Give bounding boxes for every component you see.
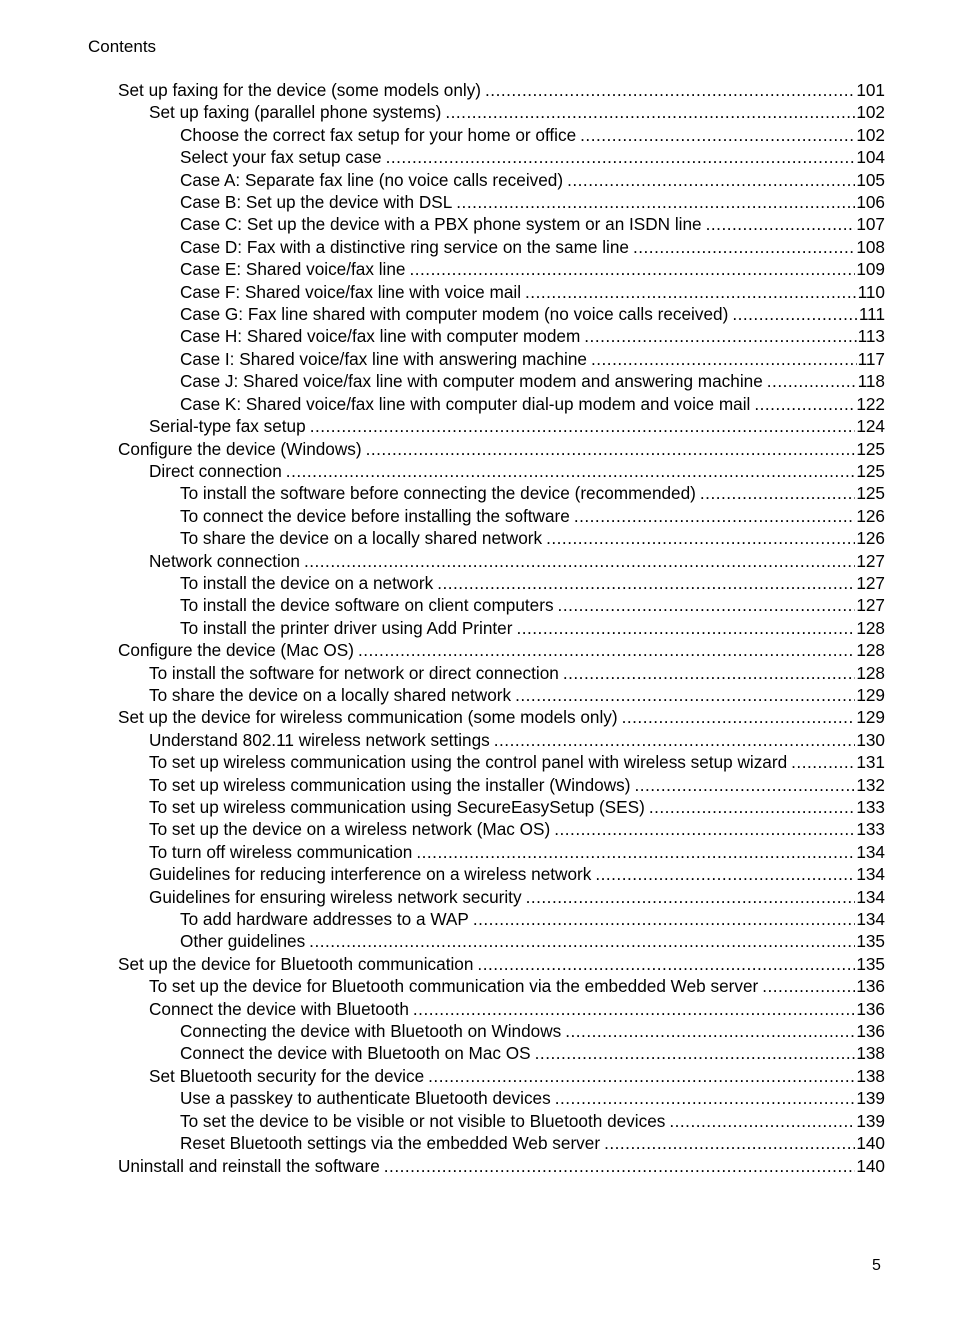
toc-entry-level-2[interactable] bbox=[118, 729, 885, 751]
toc-entry-page-number: 102 bbox=[856, 102, 885, 123]
toc-entry-title: Choose the correct fax setup for your home or office bbox=[180, 124, 577, 145]
toc-entry-page-number: 140 bbox=[856, 1155, 885, 1176]
toc-entry-title: Set up faxing (parallel phone systems) bbox=[149, 102, 442, 123]
dot-leader bbox=[384, 1155, 856, 1177]
dot-leader bbox=[700, 482, 855, 504]
toc-entry-level-3[interactable] bbox=[118, 930, 885, 952]
toc-entry-title: To set up wireless communication using the control panel with wireless setup wizard bbox=[149, 752, 788, 773]
toc-entry-page-number: 122 bbox=[856, 393, 885, 414]
toc-entry-title: To install the software before connecting the device (recommended) bbox=[180, 483, 696, 504]
toc-entry-title: To add hardware addresses to a WAP bbox=[180, 909, 469, 930]
toc-entry-title: Set up the device for Bluetooth communication bbox=[118, 953, 474, 974]
dot-leader bbox=[762, 975, 855, 997]
toc-entry-title: Case K: Shared voice/fax line with computer dial-up modem and voice mail bbox=[180, 393, 751, 414]
dot-leader bbox=[485, 79, 855, 101]
dot-leader bbox=[565, 1020, 855, 1042]
toc-entry-title: Understand 802.11 wireless network settings bbox=[149, 729, 490, 750]
toc-entry-level-3[interactable] bbox=[118, 393, 885, 415]
toc-entry-title: To install the software for network or direct connection bbox=[149, 662, 559, 683]
dot-leader bbox=[546, 527, 855, 549]
toc-entry-level-2[interactable] bbox=[118, 818, 885, 840]
toc-entry-level-3[interactable] bbox=[118, 1110, 885, 1132]
toc-entry-page-number: 134 bbox=[856, 841, 885, 862]
toc-entry-title: To connect the device before installing the software bbox=[180, 505, 570, 526]
toc-entry-level-3[interactable] bbox=[118, 258, 885, 280]
dot-leader bbox=[563, 662, 855, 684]
dot-leader bbox=[516, 617, 855, 639]
toc-entry-level-3[interactable] bbox=[118, 281, 885, 303]
toc-entry-page-number: 128 bbox=[856, 662, 885, 683]
toc-entry-title: Configure the device (Windows) bbox=[118, 438, 362, 459]
toc-entry-page-number: 109 bbox=[856, 259, 885, 280]
toc-entry-title: Case J: Shared voice/fax line with computer modem and answering machine bbox=[180, 371, 763, 392]
toc-entry-page-number: 125 bbox=[856, 460, 885, 481]
toc-entry-title: Case C: Set up the device with a PBX phone system or an ISDN line bbox=[180, 214, 702, 235]
dot-leader bbox=[706, 213, 856, 235]
toc-entry-title: Set Bluetooth security for the device bbox=[149, 1065, 425, 1086]
toc-entry-level-3[interactable] bbox=[118, 213, 885, 235]
toc-entry-title: Set up the device for wireless communication (some models only) bbox=[118, 707, 618, 728]
dot-leader bbox=[286, 460, 856, 482]
dot-leader bbox=[416, 841, 855, 863]
toc-entry-level-2[interactable] bbox=[118, 975, 885, 997]
toc-entry-page-number: 125 bbox=[856, 483, 885, 504]
toc-entry-page-number: 134 bbox=[856, 886, 885, 907]
toc-entry-title: To set up the device on a wireless network (Mac OS) bbox=[149, 819, 551, 840]
toc-entry-title: Other guidelines bbox=[180, 931, 306, 952]
dot-leader bbox=[558, 594, 856, 616]
toc-entry-level-3[interactable] bbox=[118, 572, 885, 594]
toc-entry-level-3[interactable] bbox=[118, 169, 885, 191]
toc-entry-title: Uninstall and reinstall the software bbox=[118, 1155, 380, 1176]
dot-leader bbox=[473, 908, 855, 930]
toc-entry-title: To install the device on a network bbox=[180, 572, 434, 593]
dot-leader bbox=[358, 639, 855, 661]
toc-entry-page-number: 139 bbox=[856, 1110, 885, 1131]
toc-entry-level-2[interactable] bbox=[118, 101, 885, 123]
toc-entry-level-2[interactable] bbox=[118, 998, 885, 1020]
toc-entry-title: Connecting the device with Bluetooth on Windows bbox=[180, 1021, 562, 1042]
dot-leader bbox=[366, 438, 856, 460]
toc-entry-page-number: 133 bbox=[856, 819, 885, 840]
toc-entry-level-3[interactable] bbox=[118, 1020, 885, 1042]
toc-entry-title: Guidelines for ensuring wireless network security bbox=[149, 886, 522, 907]
toc-entry-page-number: 134 bbox=[856, 909, 885, 930]
toc-entry-level-2[interactable] bbox=[118, 751, 885, 773]
toc-entry-title: Case D: Fax with a distinctive ring service on the same line bbox=[180, 236, 629, 257]
toc-entry-level-2[interactable] bbox=[118, 774, 885, 796]
toc-entry-page-number: 105 bbox=[856, 169, 885, 190]
toc-entry-page-number: 139 bbox=[856, 1088, 885, 1109]
toc-entry-level-2[interactable] bbox=[118, 796, 885, 818]
toc-entry-title: Serial-type fax setup bbox=[149, 416, 306, 437]
toc-entry-level-3[interactable] bbox=[118, 505, 885, 527]
page-number: 5 bbox=[872, 1257, 881, 1274]
toc-entry-page-number: 104 bbox=[856, 147, 885, 168]
toc-entry-level-3[interactable] bbox=[118, 1132, 885, 1154]
toc-entry-level-3[interactable] bbox=[118, 303, 885, 325]
toc-entry-page-number: 128 bbox=[856, 640, 885, 661]
dot-leader bbox=[456, 191, 855, 213]
toc-entry-level-3[interactable] bbox=[118, 482, 885, 504]
dot-leader bbox=[554, 818, 855, 840]
toc-entry-level-1[interactable] bbox=[118, 1155, 885, 1177]
dot-leader bbox=[309, 930, 855, 952]
toc-entry-page-number: 126 bbox=[856, 528, 885, 549]
toc-entry-title: To share the device on a locally shared network bbox=[149, 684, 512, 705]
toc-entry-level-3[interactable] bbox=[118, 146, 885, 168]
toc-entry-page-number: 125 bbox=[856, 438, 885, 459]
page-header-title: Contents bbox=[88, 37, 157, 56]
toc-entry-page-number: 129 bbox=[856, 684, 885, 705]
toc-entry-level-1[interactable] bbox=[118, 953, 885, 975]
toc-entry-level-2[interactable] bbox=[118, 460, 885, 482]
toc-entry-page-number: 138 bbox=[856, 1043, 885, 1064]
toc-entry-page-number: 135 bbox=[856, 931, 885, 952]
toc-entry-level-1[interactable] bbox=[118, 706, 885, 728]
dot-leader bbox=[428, 1065, 855, 1087]
toc-entry-title: Connect the device with Bluetooth on Mac OS bbox=[180, 1043, 531, 1064]
dot-leader bbox=[386, 146, 856, 168]
toc-entry-page-number: 126 bbox=[856, 505, 885, 526]
toc-entry-level-3[interactable] bbox=[118, 1042, 885, 1064]
toc-entry-page-number: 129 bbox=[856, 707, 885, 728]
toc-entry-title: Select your fax setup case bbox=[180, 147, 382, 168]
toc-entry-level-3[interactable] bbox=[118, 325, 885, 347]
dot-leader bbox=[515, 684, 855, 706]
dot-leader bbox=[591, 348, 857, 370]
toc-entry-page-number: 127 bbox=[856, 572, 885, 593]
table-of-contents bbox=[118, 79, 885, 1177]
toc-entry-page-number: 101 bbox=[856, 80, 885, 100]
toc-entry-page-number: 130 bbox=[856, 729, 885, 750]
toc-entry-level-3[interactable] bbox=[118, 1087, 885, 1109]
toc-entry-title: Connect the device with Bluetooth bbox=[149, 998, 409, 1019]
toc-entry-page-number: 128 bbox=[856, 617, 885, 638]
dot-leader bbox=[634, 774, 855, 796]
toc-entry-level-1[interactable] bbox=[118, 639, 885, 661]
dot-leader bbox=[633, 236, 855, 258]
toc-entry-page-number: 111 bbox=[858, 304, 885, 325]
toc-entry-title: Guidelines for reducing interference on a wireless network bbox=[149, 864, 592, 885]
toc-entry-level-3[interactable] bbox=[118, 348, 885, 370]
toc-entry-page-number: 106 bbox=[856, 192, 885, 213]
toc-entry-page-number: 118 bbox=[857, 371, 885, 392]
toc-entry-title: To set up the device for Bluetooth communication via the embedded Web server bbox=[149, 976, 759, 997]
dot-leader bbox=[584, 325, 856, 347]
toc-entry-title: To turn off wireless communication bbox=[149, 841, 413, 862]
toc-entry-title: Network connection bbox=[149, 550, 300, 571]
toc-entry-level-2[interactable] bbox=[118, 550, 885, 572]
toc-entry-page-number: 140 bbox=[856, 1133, 885, 1154]
toc-entry-title: Case B: Set up the device with DSL bbox=[180, 192, 453, 213]
toc-entry-page-number: 127 bbox=[856, 595, 885, 616]
dot-leader bbox=[535, 1042, 856, 1064]
toc-entry-page-number: 135 bbox=[856, 953, 885, 974]
toc-entry-page-number: 127 bbox=[856, 550, 885, 571]
dot-leader bbox=[580, 124, 855, 146]
toc-entry-title: Case H: Shared voice/fax line with computer modem bbox=[180, 326, 581, 347]
toc-entry-page-number: 138 bbox=[856, 1065, 885, 1086]
toc-entry-level-2[interactable] bbox=[118, 863, 885, 885]
toc-entry-page-number: 102 bbox=[856, 124, 885, 145]
dot-leader bbox=[767, 370, 857, 392]
toc-entry-level-3[interactable] bbox=[118, 594, 885, 616]
dot-leader bbox=[754, 393, 855, 415]
toc-entry-level-3[interactable] bbox=[118, 236, 885, 258]
dot-leader bbox=[304, 550, 855, 572]
toc-entry-level-1[interactable] bbox=[118, 79, 885, 101]
toc-entry-level-3[interactable] bbox=[118, 191, 885, 213]
toc-entry-page-number: 131 bbox=[856, 752, 885, 773]
dot-leader bbox=[574, 505, 855, 527]
toc-entry-level-2[interactable] bbox=[118, 886, 885, 908]
toc-entry-page-number: 113 bbox=[857, 326, 885, 347]
dot-leader bbox=[413, 998, 855, 1020]
toc-entry-title: Case G: Fax line shared with computer modem (no voice calls received) bbox=[180, 304, 729, 325]
toc-entry-level-2[interactable] bbox=[118, 684, 885, 706]
toc-entry-title: Case I: Shared voice/fax line with answering machine bbox=[180, 348, 587, 369]
toc-entry-level-3[interactable] bbox=[118, 617, 885, 639]
dot-leader bbox=[445, 101, 855, 123]
toc-entry-title: Direct connection bbox=[149, 460, 282, 481]
toc-entry-title: To share the device on a locally shared network bbox=[180, 528, 543, 549]
toc-entry-level-2[interactable] bbox=[118, 662, 885, 684]
toc-entry-title: Use a passkey to authenticate Bluetooth devices bbox=[180, 1088, 551, 1109]
dot-leader bbox=[526, 886, 856, 908]
dot-leader bbox=[622, 706, 856, 728]
toc-entry-level-2[interactable] bbox=[118, 1065, 885, 1087]
dot-leader bbox=[494, 729, 856, 751]
dot-leader bbox=[525, 281, 857, 303]
toc-entry-level-3[interactable] bbox=[118, 527, 885, 549]
toc-entry-title: Reset Bluetooth settings via the embedded Web server bbox=[180, 1133, 601, 1154]
toc-entry-page-number: 133 bbox=[856, 797, 885, 817]
dot-leader bbox=[555, 1087, 856, 1109]
toc-entry-title: Case F: Shared voice/fax line with voice mail bbox=[180, 281, 522, 302]
toc-entry-level-1[interactable] bbox=[118, 438, 885, 460]
toc-entry-page-number: 132 bbox=[856, 774, 885, 795]
toc-entry-page-number: 108 bbox=[856, 236, 885, 257]
dot-leader bbox=[669, 1110, 855, 1132]
toc-entry-page-number: 124 bbox=[856, 416, 885, 437]
toc-entry-level-2[interactable] bbox=[118, 841, 885, 863]
toc-entry-page-number: 136 bbox=[856, 998, 885, 1019]
toc-entry-level-2[interactable] bbox=[118, 415, 885, 437]
dot-leader bbox=[437, 572, 855, 594]
toc-entry-title: To install the printer driver using Add Printer bbox=[180, 617, 513, 638]
dot-leader bbox=[732, 303, 858, 325]
toc-entry-page-number: 136 bbox=[856, 976, 885, 997]
toc-entry-page-number: 117 bbox=[857, 348, 885, 369]
toc-entry-title: Case E: Shared voice/fax line bbox=[180, 259, 406, 280]
dot-leader bbox=[649, 796, 856, 818]
toc-entry-page-number: 107 bbox=[856, 214, 885, 235]
toc-entry-title: To set up wireless communication using the installer (Windows) bbox=[149, 774, 631, 795]
toc-entry-page-number: 136 bbox=[856, 1021, 885, 1042]
toc-entry-title: Case A: Separate fax line (no voice calls received) bbox=[180, 169, 564, 190]
toc-entry-level-3[interactable] bbox=[118, 908, 885, 930]
dot-leader bbox=[595, 863, 855, 885]
dot-leader bbox=[604, 1132, 855, 1154]
toc-entry-title: Configure the device (Mac OS) bbox=[118, 640, 354, 661]
toc-entry-title: To install the device software on client computers bbox=[180, 595, 554, 616]
toc-entry-level-3[interactable] bbox=[118, 370, 885, 392]
dot-leader bbox=[567, 169, 855, 191]
toc-entry-page-number: 110 bbox=[857, 281, 885, 302]
toc-entry-title: Set up faxing for the device (some models only) bbox=[118, 80, 482, 100]
toc-entry-page-number: 134 bbox=[856, 864, 885, 885]
dot-leader bbox=[791, 751, 855, 773]
toc-entry-title: To set the device to be visible or not visible to Bluetooth devices bbox=[180, 1110, 666, 1131]
dot-leader bbox=[409, 258, 855, 280]
dot-leader bbox=[477, 953, 855, 975]
toc-entry-title: To set up wireless communication using SecureEasySetup (SES) bbox=[149, 797, 645, 817]
dot-leader bbox=[310, 415, 856, 437]
toc-entry-level-3[interactable] bbox=[118, 124, 885, 146]
